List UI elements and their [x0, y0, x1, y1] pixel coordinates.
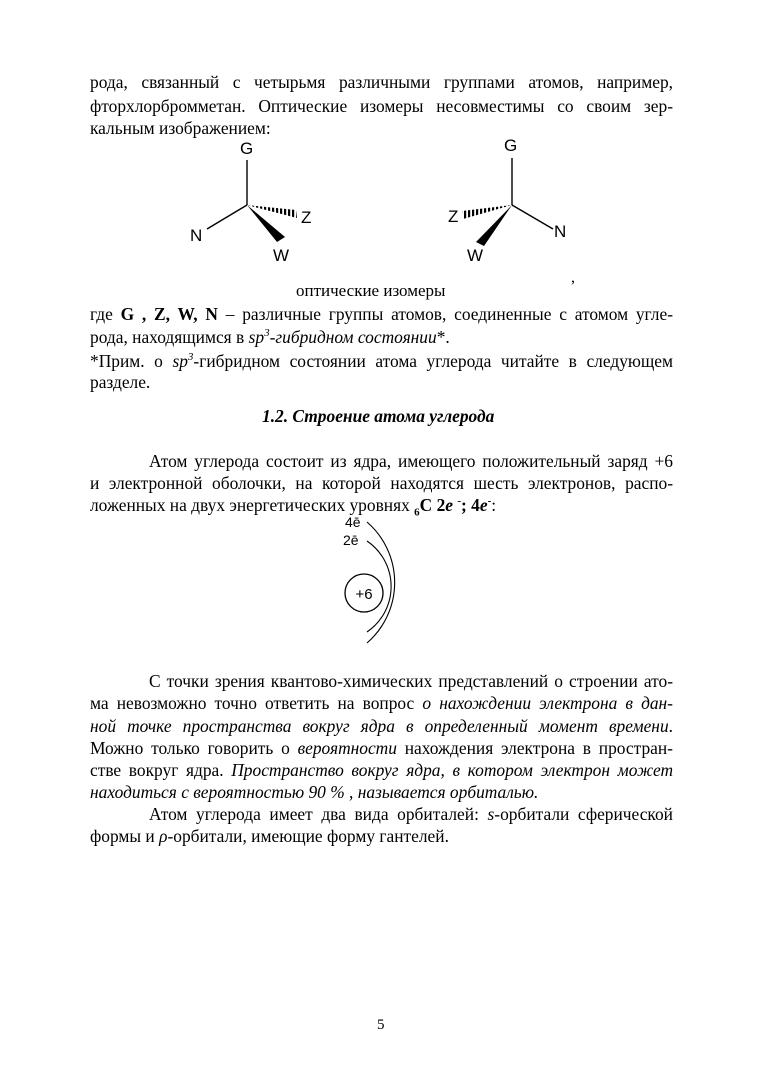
atom-l3-pre: ложенных на двух энергетических уровнях [90, 495, 410, 515]
note-sp: sp [172, 351, 188, 371]
inner-shell-label: 2ē [343, 532, 359, 548]
left-label-w: W [273, 246, 290, 265]
quantum-l2-it: о нахождении электрона в дан- [422, 693, 673, 713]
atom-shell-diagram [330, 512, 530, 652]
right-label-n: N [554, 222, 567, 241]
right-label-g: G [504, 138, 518, 155]
isomers-caption: оптические изомеры [296, 281, 446, 300]
quantum-line-4 [90, 737, 673, 759]
left-isomer [190, 139, 311, 265]
note-sup: 3 [187, 351, 194, 364]
left-label-z: Z [301, 208, 312, 227]
orbital-l1-pre: Атом углерода имеет два вида орбиталей: [149, 804, 479, 824]
legend-line-2 [90, 326, 673, 348]
legend-sp: sp [248, 327, 265, 347]
left-label-g: G [240, 139, 254, 158]
quantum-l3-it: ной точке пространства вокруг ядра в определенный момент времени [90, 716, 669, 736]
optical-isomers-figure [0, 138, 764, 268]
atom-e1: e [445, 495, 453, 515]
right-bond-n [512, 205, 553, 229]
atom-c2: C 2 [419, 495, 446, 515]
orbital-line-2 [90, 825, 673, 847]
note-star: *Прим. о [90, 351, 163, 371]
right-hashed-bond-z [462, 205, 512, 219]
quantum-line-2 [90, 692, 673, 714]
orbital-l1-post: -орбитали сферической [494, 804, 673, 824]
intro-line-2: фторхлорбромметан. Оптические изомеры несовместимы со своим зер- [90, 96, 673, 116]
section-heading: 1.2. Строение атома углерода [262, 406, 495, 426]
legend-pre: где [90, 304, 113, 324]
quantum-line-6: находиться с вероятностью 90 % , называется орбиталью. [90, 782, 539, 802]
quantum-l3-end: . [668, 716, 673, 736]
quantum-line-3 [90, 715, 673, 737]
quantum-line-1: С точки зрения квантово-химических представлений о строении ато- [149, 671, 673, 691]
orbital-p: ρ [159, 826, 168, 846]
legend-post: – различные группы атомов, соединенные с атомом угле- [225, 304, 673, 324]
legend-sp-sup: 3 [264, 327, 270, 340]
outer-shell-label: 4ē [345, 514, 361, 530]
note-line-1 [90, 350, 673, 372]
atom-mid: ; 4 [461, 495, 480, 515]
orbital-s: s [487, 804, 495, 824]
right-label-z: Z [448, 207, 459, 226]
page-number: 5 [377, 1017, 385, 1033]
quantum-l4-pre: Можно только говорить о [90, 738, 290, 758]
quantum-l2-pre: ма невозможно точно ответить на вопрос [90, 693, 415, 713]
atom-sup1: - [457, 495, 462, 508]
atom-line-1: Атом углерода состоит из ядра, имеющего положительный заряд +6 [149, 451, 673, 471]
orbital-l2-post: -орбитали, имеющие форму гантелей. [167, 826, 449, 846]
legend-line-1 [90, 303, 673, 325]
legend-star: *. [436, 327, 450, 347]
quantum-l4-post: нахождения электрона в простран- [404, 738, 673, 758]
left-bond-n [207, 205, 247, 229]
atom-e2: e [479, 495, 488, 515]
left-label-n: N [190, 226, 203, 245]
right-label-w: W [467, 246, 484, 265]
quantum-l5-pre: стве вокруг ядра. [90, 760, 224, 780]
legend-l2-pre: рода, находящимся в [90, 327, 245, 347]
quantum-l5-it: Пространство вокруг ядра, в котором электрон может [231, 760, 674, 780]
quantum-l4-it: вероятности [297, 738, 397, 758]
orbital-line-1 [149, 803, 673, 825]
nucleus-charge: +6 [355, 586, 373, 603]
note-line-2: разделе. [90, 372, 151, 392]
quantum-line-5 [90, 759, 673, 781]
stray-mark: , [571, 269, 575, 286]
atom-line-2: и электронной оболочки, на которой находятся шесть электронов, распо- [90, 473, 673, 493]
intro-line-3: кальным изображением: [90, 118, 271, 138]
intro-line-1: рода, связанный с четырьмя различными группами атомов, например, [90, 72, 673, 92]
atom-sup2: - [487, 495, 492, 508]
note-rest: -гибридном состоянии атома углерода читайте в следующем [193, 351, 673, 371]
atom-sub-6: 6 [414, 506, 420, 519]
legend-groups: G , Z, W, N [120, 304, 218, 324]
orbital-l2-pre: формы и [90, 826, 155, 846]
legend-hybrid: -гибридном состоянии [269, 327, 437, 347]
atom-colon: : [491, 495, 497, 515]
right-isomer [448, 138, 566, 265]
